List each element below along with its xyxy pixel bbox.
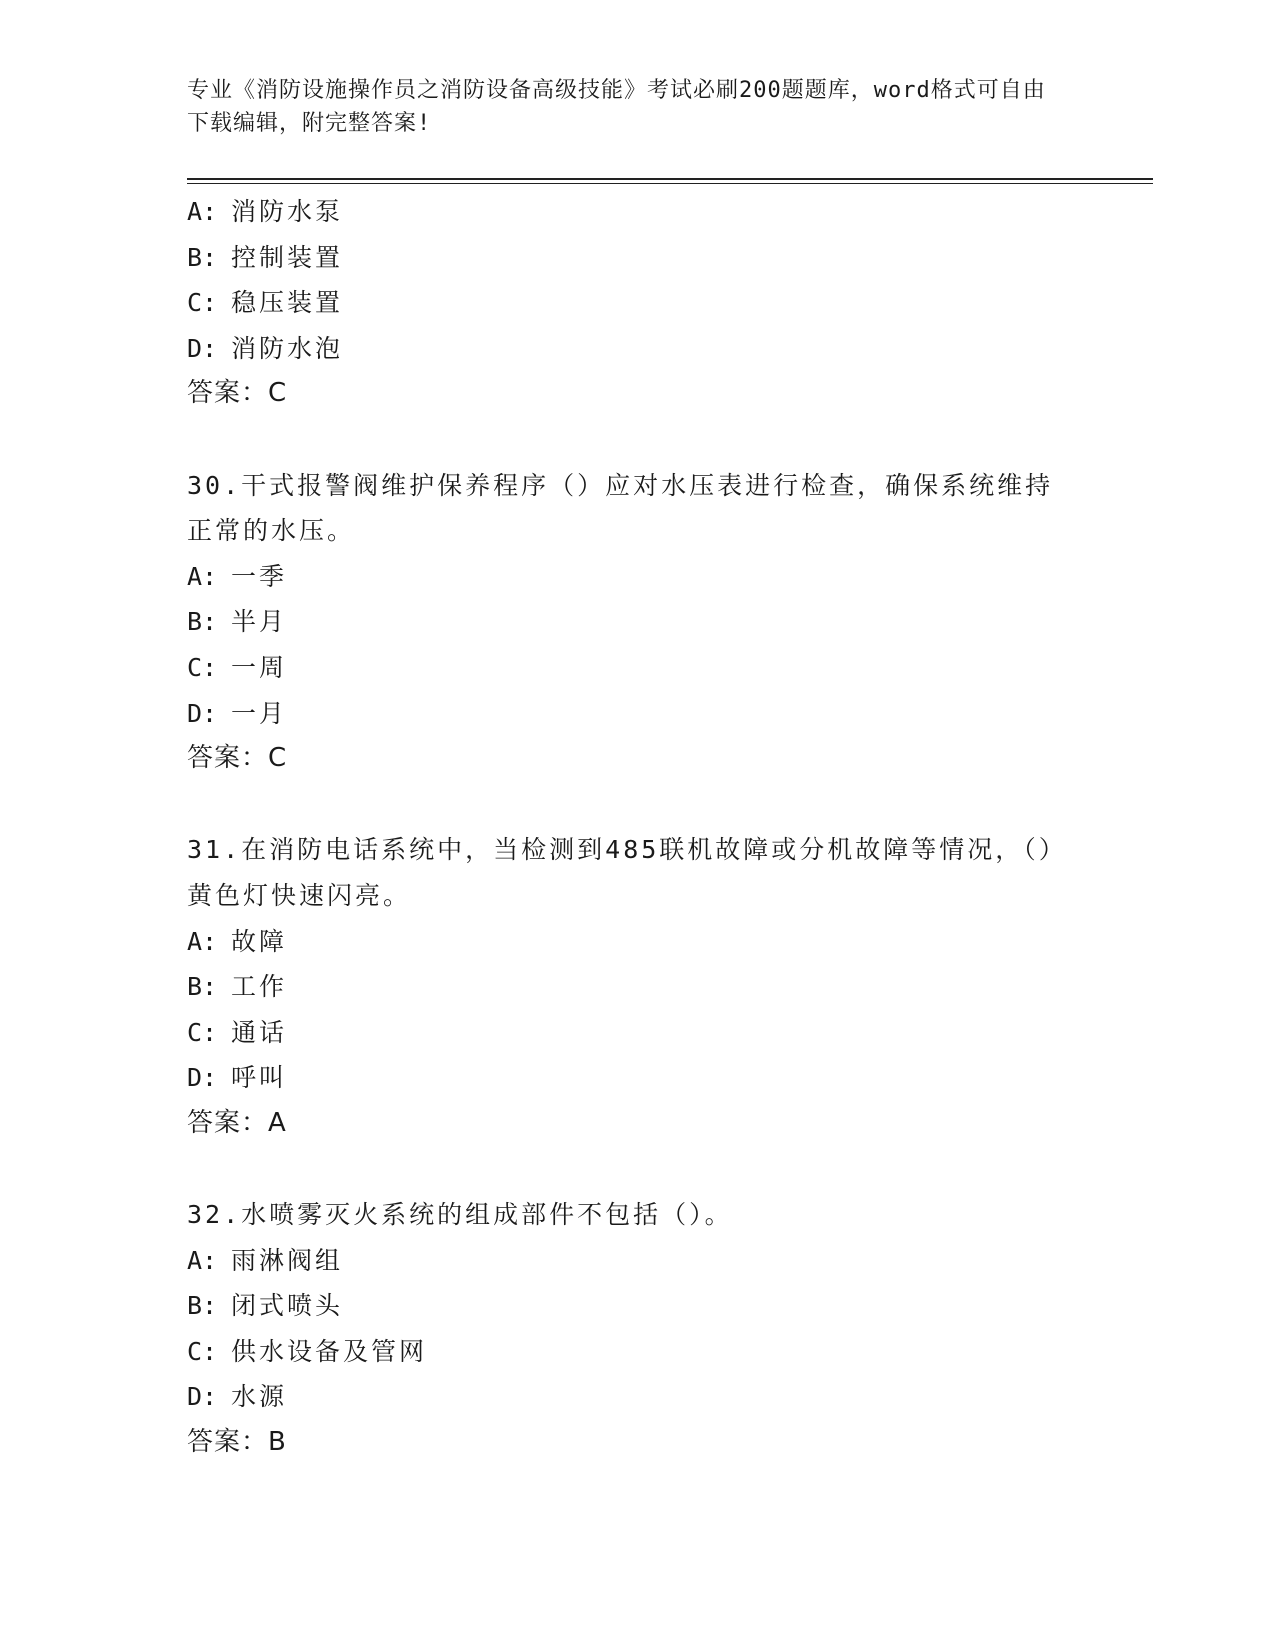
option-text: 消防水泡	[231, 333, 344, 363]
option-b	[187, 1283, 1087, 1329]
option-text: 一月	[231, 698, 288, 728]
option-text: 一周	[231, 652, 288, 682]
option-text: 故障	[231, 926, 288, 956]
question-text: 30.干式报警阀维护保养程序（）应对水压表进行检查，确保系统维持正常的水压。	[187, 470, 1054, 546]
option-letter: D:	[187, 333, 218, 363]
answer-line: 答案：C	[187, 378, 288, 409]
question-block	[187, 827, 1087, 1146]
option-text: 闭式喷头	[231, 1291, 344, 1321]
option-a	[187, 189, 1087, 235]
option-c	[187, 1010, 1087, 1056]
option-letter: C:	[187, 288, 218, 318]
option-text: 通话	[231, 1017, 288, 1047]
option-letter: A:	[187, 561, 218, 591]
option-d	[187, 326, 1087, 372]
option-d	[187, 691, 1087, 737]
spacer	[187, 1146, 1087, 1192]
spacer	[187, 417, 1087, 463]
question-block	[187, 189, 1087, 417]
option-letter: D:	[187, 698, 218, 728]
option-text: 控制装置	[231, 242, 344, 272]
option-b	[187, 235, 1087, 281]
option-text: 一季	[231, 561, 288, 591]
question-block	[187, 463, 1087, 782]
option-letter: A:	[187, 1245, 218, 1275]
option-d	[187, 1055, 1087, 1101]
option-letter: D:	[187, 1063, 218, 1093]
option-d	[187, 1374, 1087, 1420]
question-block	[187, 1192, 1087, 1466]
option-letter: A:	[187, 197, 218, 226]
question-list	[187, 189, 1087, 1466]
option-text: 雨淋阀组	[231, 1245, 344, 1275]
header-divider-thin	[187, 183, 1153, 184]
question-text: 32.水喷雾灭火系统的组成部件不包括（）。	[187, 1200, 733, 1230]
option-a	[187, 1238, 1087, 1284]
option-letter: C:	[187, 1336, 218, 1366]
option-c	[187, 280, 1087, 326]
option-a	[187, 919, 1087, 965]
answer-line: 答案：A	[187, 1107, 287, 1138]
option-text: 工作	[231, 972, 288, 1002]
option-text: 供水设备及管网	[231, 1336, 428, 1366]
option-letter: A:	[187, 926, 218, 956]
option-letter: C:	[187, 652, 218, 682]
option-text: 水源	[231, 1382, 288, 1412]
option-a	[187, 554, 1087, 600]
option-letter: B:	[187, 607, 218, 637]
option-letter: B:	[187, 242, 218, 272]
option-letter: D:	[187, 1382, 218, 1412]
document-header: 专业《消防设施操作员之消防设备高级技能》考试必刷200题题库，word格式可自由下载编辑，附完整答案!	[187, 78, 1046, 136]
option-text: 稳压装置	[231, 288, 344, 318]
answer-line: 答案：C	[187, 743, 288, 774]
header-divider-thick	[187, 178, 1153, 180]
option-text: 半月	[231, 607, 288, 637]
option-c	[187, 645, 1087, 691]
option-letter: B:	[187, 972, 218, 1002]
spacer	[187, 782, 1087, 828]
question-text: 31.在消防电话系统中，当检测到485联机故障或分机故障等情况，（）黄色灯快速闪亮。	[187, 835, 1067, 910]
option-letter: C:	[187, 1017, 218, 1047]
option-text: 呼叫	[231, 1063, 288, 1093]
option-b	[187, 964, 1087, 1010]
answer-line: 答案：B	[187, 1427, 287, 1458]
option-letter: B:	[187, 1291, 218, 1321]
option-c	[187, 1329, 1087, 1375]
option-text: 消防水泵	[231, 197, 344, 226]
option-b	[187, 599, 1087, 645]
